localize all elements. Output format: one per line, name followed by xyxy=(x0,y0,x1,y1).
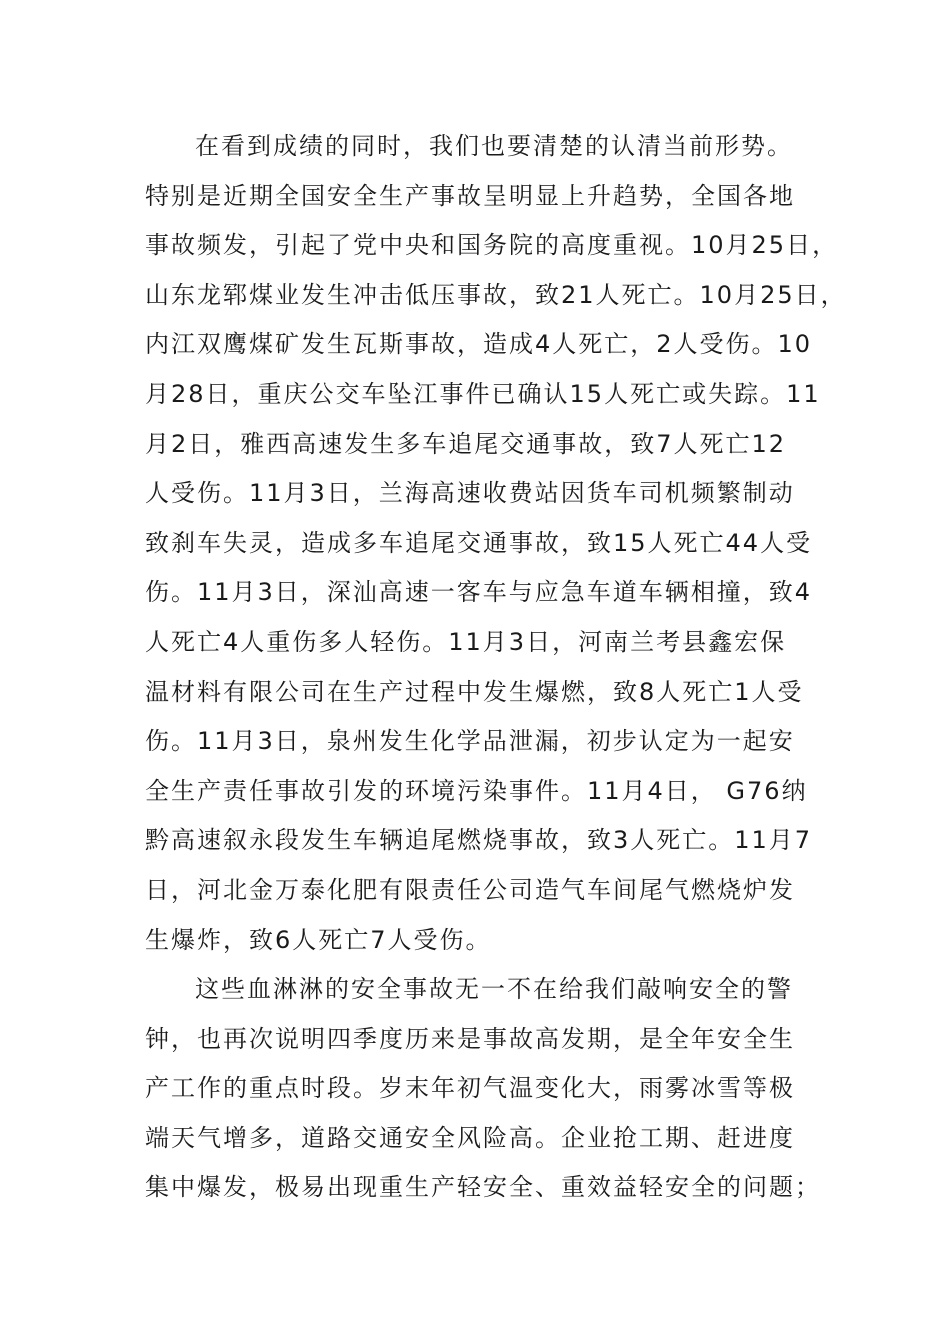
text-line: 温材料有限公司在生产过程中发生爆燃，致8人死亡1人受 xyxy=(145,677,804,706)
paragraph-1 xyxy=(145,122,847,965)
text-line: 产工作的重点时段。岁末年初气温变化大，雨雾冰雪等极 xyxy=(145,1074,795,1103)
text-line: 在看到成绩的同时，我们也要清楚的认清当前形势。 xyxy=(195,132,793,160)
text-line: 事故频发，引起了党中央和国务院的高度重视。10月25日， xyxy=(145,231,839,260)
text-line: 全生产责任事故引发的环境污染事件。11月4日， G76纳 xyxy=(145,776,808,805)
text-line: 黔高速叙永段发生车辆追尾燃烧事故，致3人死亡。11月7 xyxy=(145,826,813,855)
text-line: 集中爆发，极易出现重生产轻安全、重效益轻安全的问题； xyxy=(145,1173,821,1202)
document-body xyxy=(145,122,847,1213)
text-line: 月2日，雅西高速发生多车追尾交通事故，致7人死亡12 xyxy=(145,429,787,458)
text-line: 钟，也再次说明四季度历来是事故高发期，是全年安全生 xyxy=(145,1024,795,1053)
text-line: 生爆炸，致6人死亡7人受伤。 xyxy=(145,925,492,954)
text-line: 内江双鹰煤矿发生瓦斯事故，造成4人死亡，2人受伤。10 xyxy=(145,330,813,359)
text-line: 人受伤。11月3日，兰海高速收费站因货车司机频繁制动 xyxy=(145,479,795,508)
text-line: 特别是近期全国安全生产事故呈明显上升趋势，全国各地 xyxy=(145,181,795,210)
text-line: 端天气增多，道路交通安全风险高。企业抢工期、赶进度 xyxy=(145,1123,795,1152)
text-line: 这些血淋淋的安全事故无一不在给我们敲响安全的警 xyxy=(195,975,793,1004)
text-line: 月28日，重庆公交车坠江事件已确认15人死亡或失踪。11 xyxy=(145,379,821,408)
text-line: 人死亡4人重伤多人轻伤。11月3日，河南兰考县鑫宏保 xyxy=(145,627,787,656)
paragraph-2 xyxy=(145,965,835,1213)
text-line: 致刹车失灵，造成多车追尾交通事故，致15人死亡44人受 xyxy=(145,528,813,557)
text-line: 山东龙郓煤业发生冲击低压事故，致21人死亡。10月25日， xyxy=(145,280,847,309)
text-line: 日，河北金万泰化肥有限责任公司造气车间尾气燃烧炉发 xyxy=(145,875,795,904)
text-line: 伤。11月3日，深汕高速一客车与应急车道车辆相撞，致4 xyxy=(145,578,813,607)
text-line: 伤。11月3日，泉州发生化学品泄漏，初步认定为一起安 xyxy=(145,727,795,756)
